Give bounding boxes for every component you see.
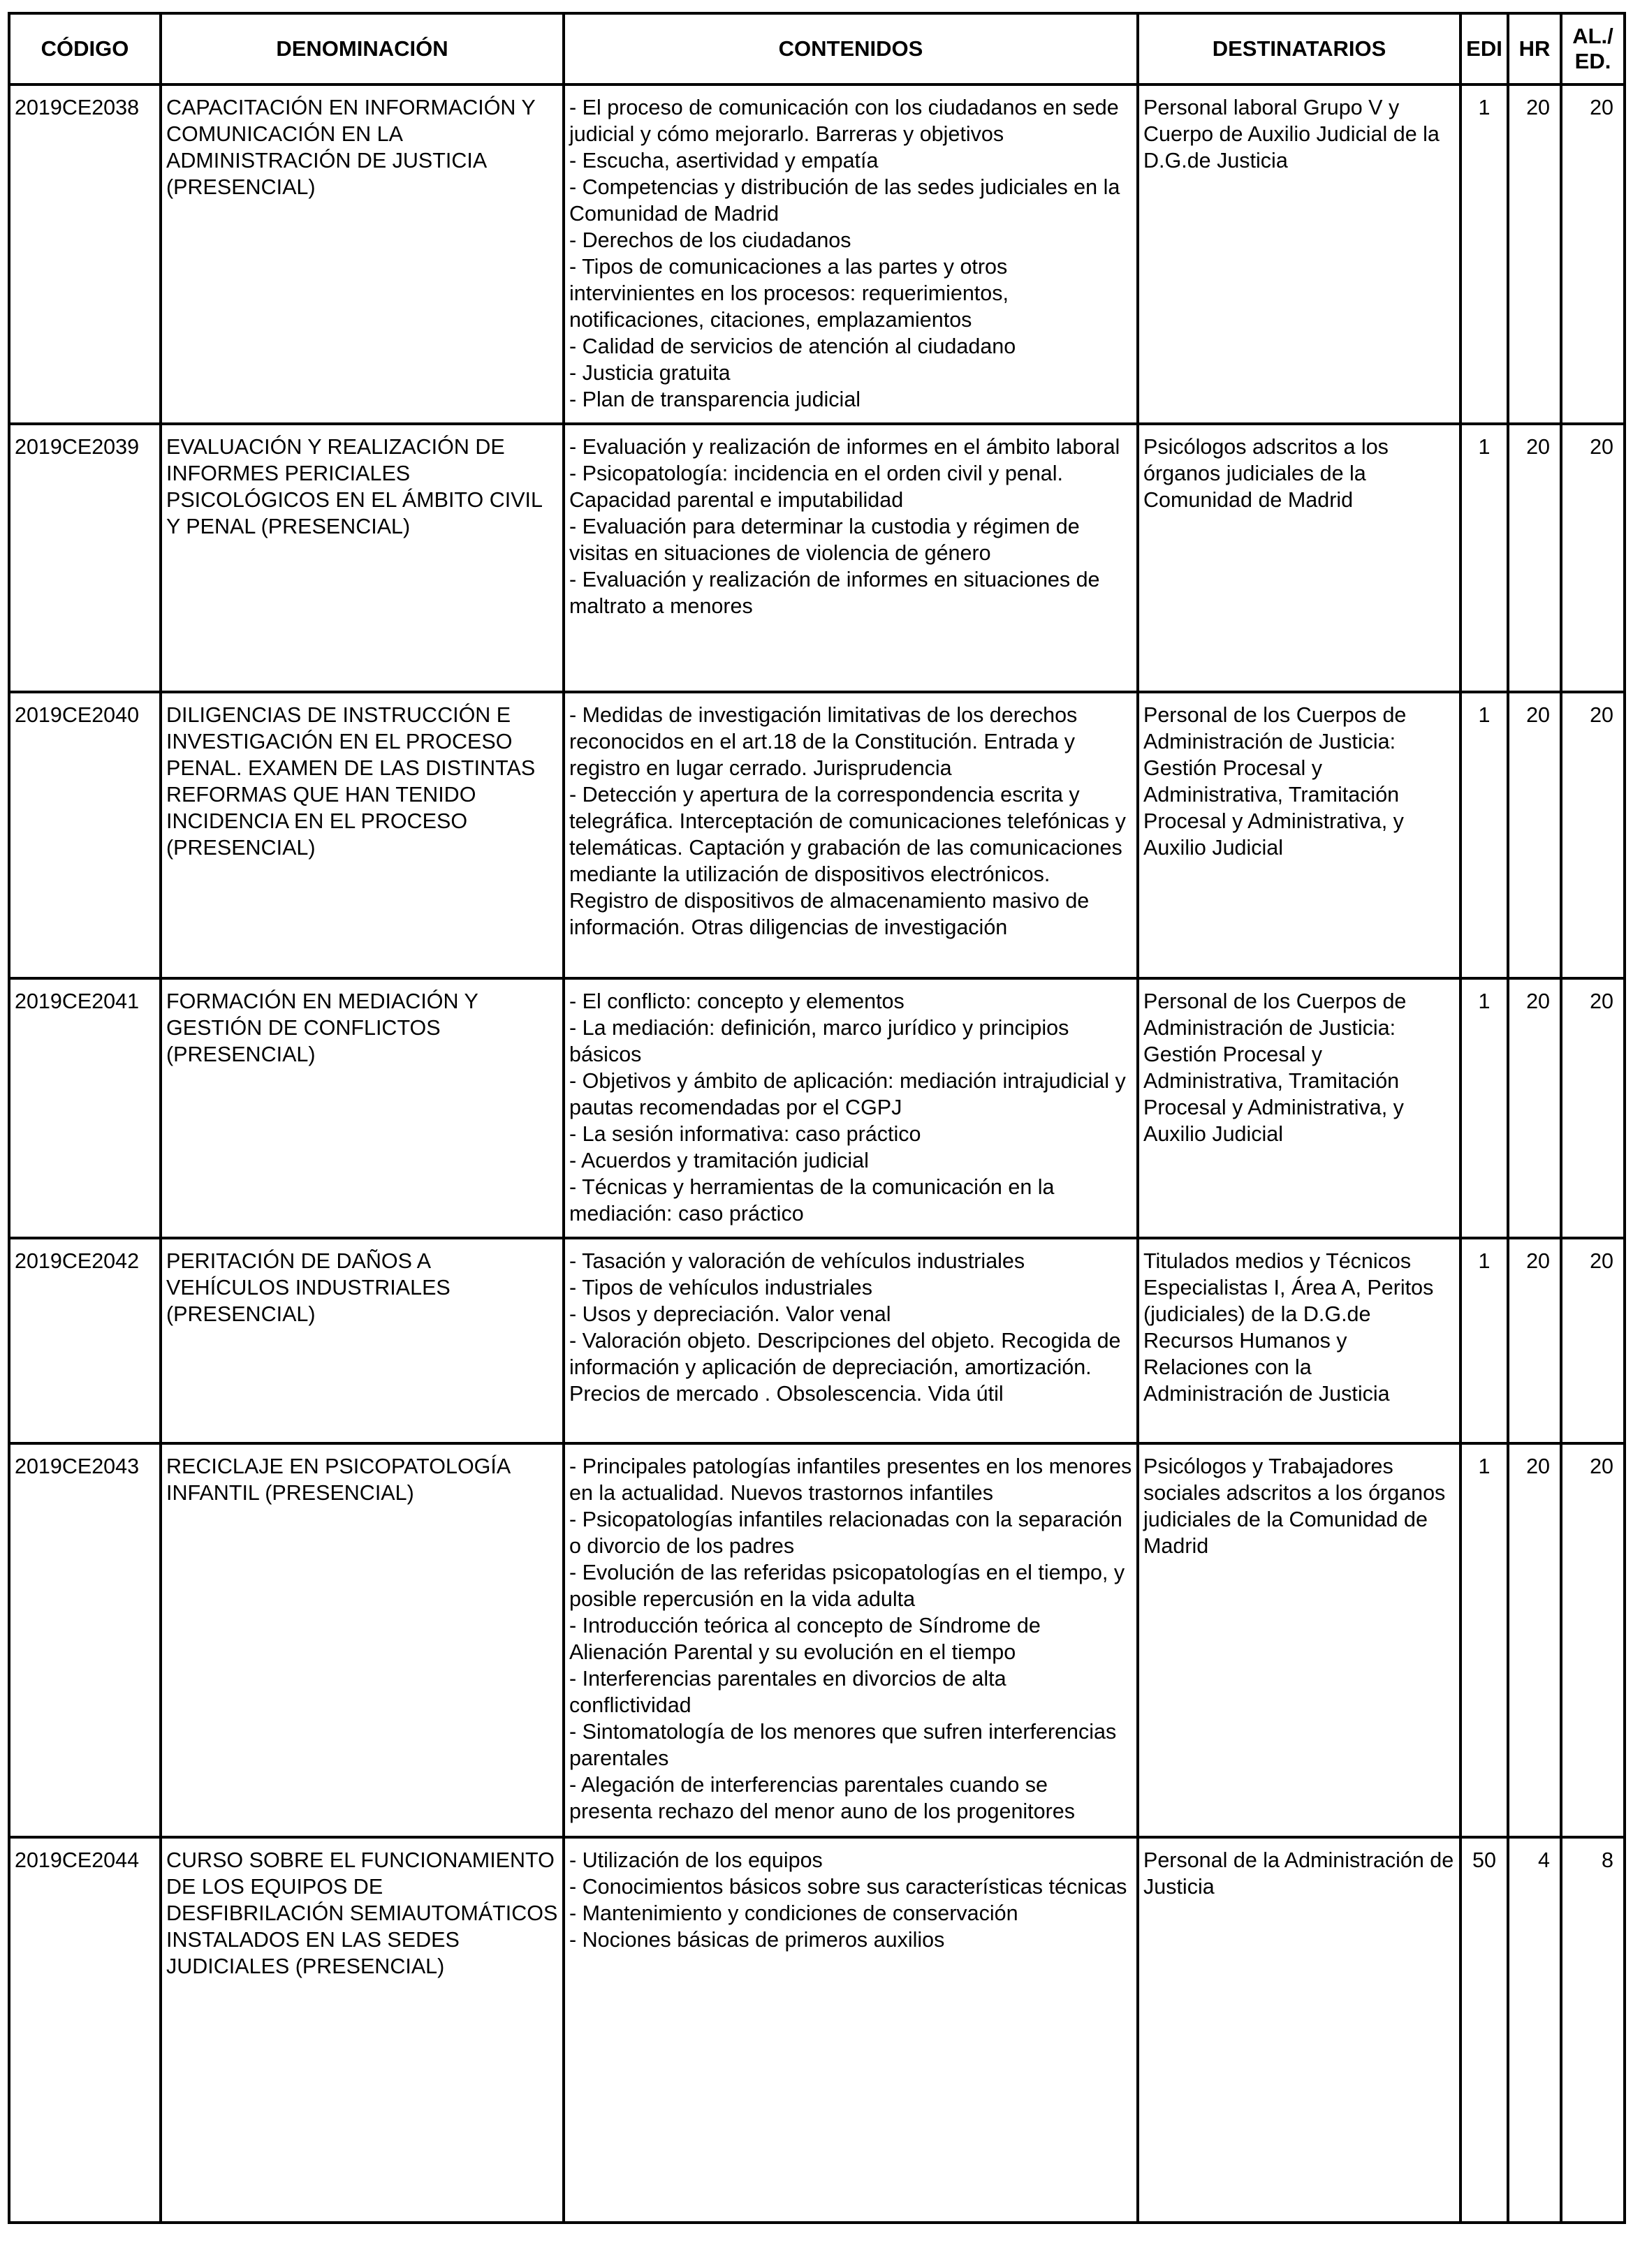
course-destinatarios: Personal de la Administración de Justicia	[1138, 1837, 1460, 2223]
courses-table	[8, 12, 1626, 2224]
content-line: - Nociones básicas de primeros auxilios	[569, 1928, 945, 1952]
course-hr: 20	[1508, 424, 1561, 692]
course-destinatarios: Personal de los Cuerpos de Administración de Justicia: Gestión Procesal y Administrativa, Tramitación Procesal y Administrativa, y Auxilio Judicial	[1138, 978, 1460, 1238]
content-line: - Escucha, asertividad y empatía	[569, 149, 879, 172]
course-denominacion: RECICLAJE EN PSICOPATOLOGÍA INFANTIL (PRESENCIAL)	[161, 1443, 564, 1837]
course-hr: 20	[1508, 692, 1561, 978]
course-denominacion: EVALUACIÓN Y REALIZACIÓN DE INFORMES PERICIALES PSICOLÓGICOS EN EL ÁMBITO CIVIL Y PENAL (PRESENCIAL)	[161, 424, 564, 692]
table-row	[9, 692, 1625, 978]
table-row	[9, 1837, 1625, 2223]
course-al-ed: 20	[1561, 978, 1625, 1238]
course-hr: 20	[1508, 84, 1561, 424]
content-line: - Conocimientos básicos sobre sus características técnicas	[569, 1875, 1127, 1899]
course-al-ed: 20	[1561, 1238, 1625, 1443]
course-edi: 1	[1460, 978, 1508, 1238]
course-denominacion: DILIGENCIAS DE INSTRUCCIÓN E INVESTIGACIÓN EN EL PROCESO PENAL. EXAMEN DE LAS DISTINTAS REFORMAS QUE HAN TENIDO INCIDENCIA EN EL PROCESO (PRESENCIAL)	[161, 692, 564, 978]
content-line: - Interferencias parentales en divorcios de alta conflictividad	[569, 1667, 1006, 1717]
content-line: - Acuerdos y tramitación judicial	[569, 1149, 869, 1172]
course-destinatarios: Personal de los Cuerpos de Administración de Justicia: Gestión Procesal y Administrativa, Tramitación Procesal y Administrativa, y Auxilio Judicial	[1138, 692, 1460, 978]
course-denominacion: CAPACITACIÓN EN INFORMACIÓN Y COMUNICACIÓN EN LA ADMINISTRACIÓN DE JUSTICIA (PRESENCIAL)	[161, 84, 564, 424]
content-line: - Evaluación y realización de informes en el ámbito laboral	[569, 435, 1120, 459]
content-line: - Psicopatología: incidencia en el orden civil y penal. Capacidad parental e imputabilidad	[569, 462, 1063, 512]
content-line: - Objetivos y ámbito de aplicación: mediación intrajudicial y pautas recomendadas por el CGPJ	[569, 1069, 1126, 1119]
course-contenidos	[564, 1238, 1138, 1443]
course-al-ed: 20	[1561, 692, 1625, 978]
content-line: - Medidas de investigación limitativas de los derechos reconocidos en el art.18 de la Constitución. Entrada y registro en lugar cerrado. Jurisprudencia	[569, 703, 1078, 780]
content-line: - Usos y depreciación. Valor venal	[569, 1302, 891, 1326]
header-destinatarios: DESTINATARIOS	[1138, 13, 1460, 84]
content-line: - Sintomatología de los menores que sufren interferencias parentales	[569, 1720, 1117, 1770]
course-code: 2019CE2038	[9, 84, 161, 424]
course-edi: 1	[1460, 1238, 1508, 1443]
course-hr: 20	[1508, 1443, 1561, 1837]
content-line: - Mantenimiento y condiciones de conservación	[569, 1901, 1018, 1925]
course-contenidos	[564, 84, 1138, 424]
header-al-ed: AL./ ED.	[1561, 13, 1625, 84]
content-line: - Valoración objeto. Descripciones del objeto. Recogida de información y aplicación de depreciación, amortización. Precios de mercado . Obsolescencia. Vida útil	[569, 1329, 1121, 1406]
course-contenidos	[564, 1443, 1138, 1837]
table-row	[9, 1443, 1625, 1837]
course-hr: 20	[1508, 978, 1561, 1238]
header-edi: EDI	[1460, 13, 1508, 84]
header-hr: HR	[1508, 13, 1561, 84]
course-code: 2019CE2039	[9, 424, 161, 692]
table-row	[9, 1238, 1625, 1443]
content-line: - La sesión informativa: caso práctico	[569, 1122, 921, 1146]
content-line: - Utilización de los equipos	[569, 1848, 823, 1872]
course-contenidos	[564, 424, 1138, 692]
course-denominacion: FORMACIÓN EN MEDIACIÓN Y GESTIÓN DE CONFLICTOS (PRESENCIAL)	[161, 978, 564, 1238]
course-edi: 1	[1460, 424, 1508, 692]
course-edi: 1	[1460, 1443, 1508, 1837]
content-line: - Calidad de servicios de atención al ciudadano	[569, 334, 1016, 358]
content-line: - Justicia gratuita	[569, 361, 731, 385]
table-row	[9, 424, 1625, 692]
course-edi: 1	[1460, 692, 1508, 978]
course-destinatarios: Personal laboral Grupo V y Cuerpo de Auxilio Judicial de la D.G.de Justicia	[1138, 84, 1460, 424]
content-line: - Evaluación y realización de informes en situaciones de maltrato a menores	[569, 568, 1100, 618]
header-row	[9, 13, 1625, 84]
content-line: - Derechos de los ciudadanos	[569, 228, 851, 252]
course-code: 2019CE2041	[9, 978, 161, 1238]
course-edi: 1	[1460, 84, 1508, 424]
course-al-ed: 20	[1561, 424, 1625, 692]
header-codigo: CÓDIGO	[9, 13, 161, 84]
content-line: - El conflicto: concepto y elementos	[569, 989, 905, 1013]
content-line: - Evolución de las referidas psicopatologías en el tiempo, y posible repercusión en la vida adulta	[569, 1561, 1125, 1611]
course-contenidos	[564, 1837, 1138, 2223]
content-line: - Tasación y valoración de vehículos industriales	[569, 1249, 1025, 1273]
course-destinatarios: Psicólogos y Trabajadores sociales adscritos a los órganos judiciales de la Comunidad de Madrid	[1138, 1443, 1460, 1837]
course-code: 2019CE2043	[9, 1443, 161, 1837]
content-line: - Plan de transparencia judicial	[569, 388, 861, 411]
course-contenidos	[564, 692, 1138, 978]
course-edi: 50	[1460, 1837, 1508, 2223]
course-denominacion: CURSO SOBRE EL FUNCIONAMIENTO DE LOS EQUIPOS DE DESFIBRILACIÓN SEMIAUTOMÁTICOS INSTALADOS EN LAS SEDES JUDICIALES (PRESENCIAL)	[161, 1837, 564, 2223]
content-line: - Principales patologías infantiles presentes en los menores en la actualidad. Nuevos trastornos infantiles	[569, 1455, 1132, 1505]
content-line: - Psicopatologías infantiles relacionadas con la separación o divorcio de los padres	[569, 1508, 1122, 1558]
course-al-ed: 20	[1561, 1443, 1625, 1837]
content-line: - Competencias y distribución de las sedes judiciales en la Comunidad de Madrid	[569, 175, 1120, 226]
course-code: 2019CE2040	[9, 692, 161, 978]
header-denominacion: DENOMINACIÓN	[161, 13, 564, 84]
course-destinatarios: Psicólogos adscritos a los órganos judiciales de la Comunidad de Madrid	[1138, 424, 1460, 692]
content-line: - Técnicas y herramientas de la comunicación en la mediación: caso práctico	[569, 1175, 1055, 1225]
content-line: - Detección y apertura de la correspondencia escrita y telegráfica. Interceptación de comunicaciones telefónicas y telemáticas. Captación y grabación de las comunicaciones mediante la utilización de dispositivos electrónicos. Registro de dispositivos de almacenamiento masivo de información. Otras diligencias de investigación	[569, 783, 1126, 939]
content-line: - La mediación: definición, marco jurídico y principios básicos	[569, 1016, 1069, 1066]
course-code: 2019CE2042	[9, 1238, 161, 1443]
course-code: 2019CE2044	[9, 1837, 161, 2223]
content-line: - Introducción teórica al concepto de Síndrome de Alienación Parental y su evolución en el tiempo	[569, 1614, 1041, 1664]
course-hr: 20	[1508, 1238, 1561, 1443]
course-contenidos	[564, 978, 1138, 1238]
course-denominacion: PERITACIÓN DE DAÑOS A VEHÍCULOS INDUSTRIALES (PRESENCIAL)	[161, 1238, 564, 1443]
table-row	[9, 84, 1625, 424]
content-line: - Tipos de comunicaciones a las partes y otros intervinientes en los procesos: requerimientos, notificaciones, citaciones, emplazamientos	[569, 255, 1009, 332]
content-line: - El proceso de comunicación con los ciudadanos en sede judicial y cómo mejorarlo. Barreras y objetivos	[569, 96, 1119, 146]
course-al-ed: 8	[1561, 1837, 1625, 2223]
content-line: - Alegación de interferencias parentales cuando se presenta rechazo del menor auno de los progenitores	[569, 1773, 1075, 1823]
table-row	[9, 978, 1625, 1238]
course-al-ed: 20	[1561, 84, 1625, 424]
content-line: - Evaluación para determinar la custodia y régimen de visitas en situaciones de violencia de género	[569, 515, 1080, 565]
header-contenidos: CONTENIDOS	[564, 13, 1138, 84]
course-hr: 4	[1508, 1837, 1561, 2223]
content-line: - Tipos de vehículos industriales	[569, 1276, 872, 1299]
course-destinatarios: Titulados medios y Técnicos Especialistas I, Área A, Peritos (judiciales) de la D.G.de Recursos Humanos y Relaciones con la Administración de Justicia	[1138, 1238, 1460, 1443]
